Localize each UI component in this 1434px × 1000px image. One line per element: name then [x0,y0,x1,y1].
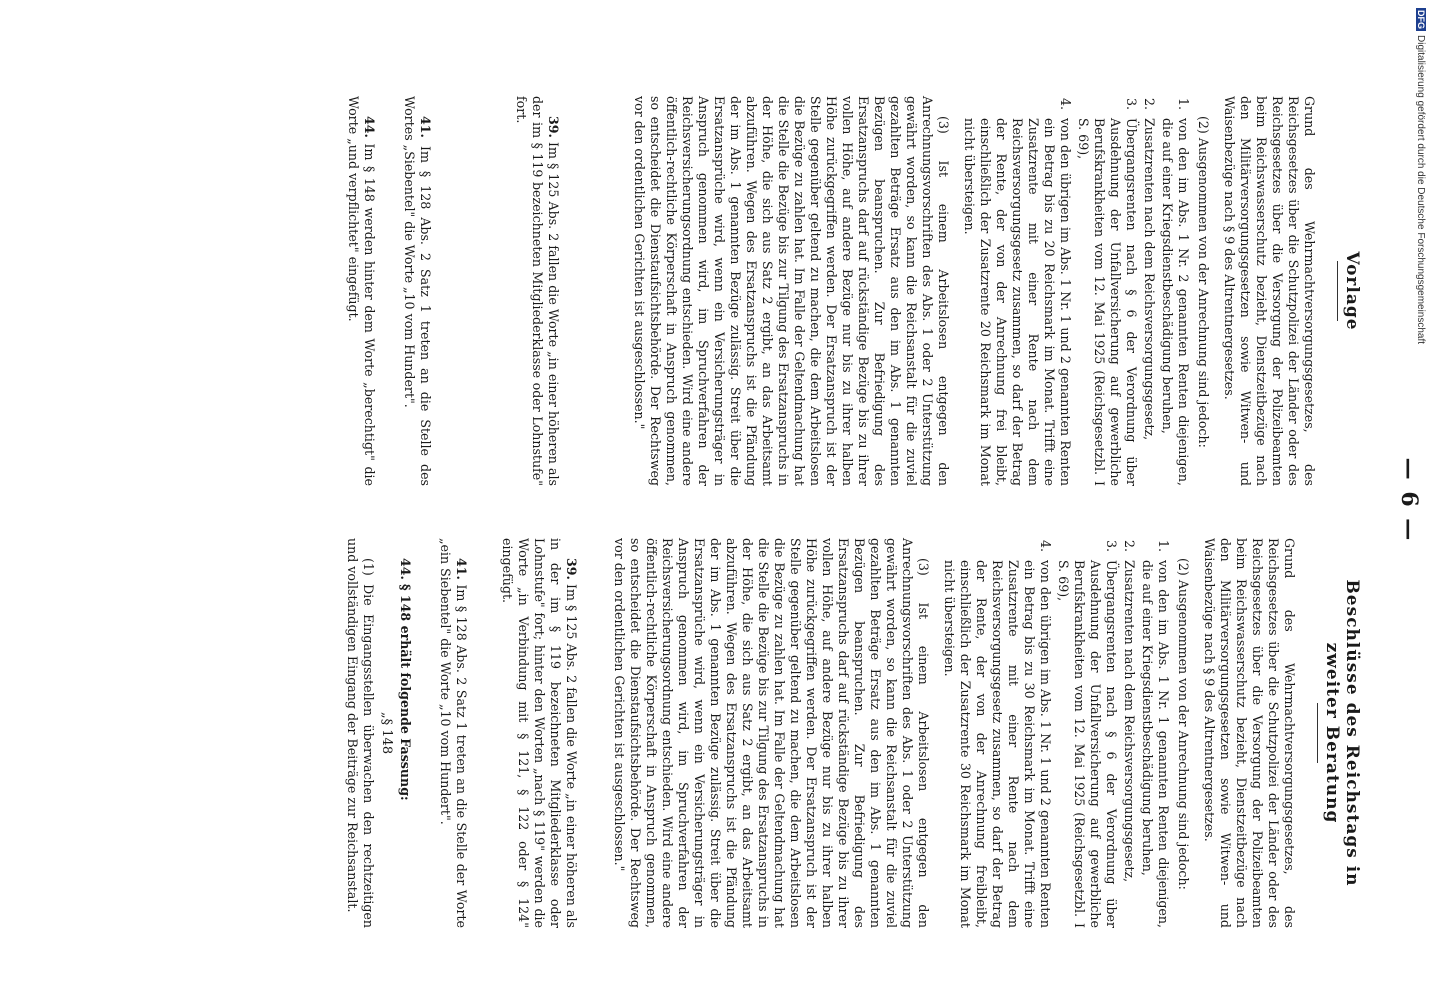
column-title-beschluesse: Beschlüsse des Reichstags in zweiter Beratung [1322,579,1362,887]
list-item: 1. von den im Abs. 1 Nr. 2 genannten Renten diejenigen, die auf einer Kriegsdienstbeschädigung beruhen, [1160,98,1191,486]
section-41: 41. Im § 128 Abs. 2 Satz 1 treten an die Stelle des Wortes „Siebentel" die Worte „10 vom Hundert". [402,96,433,486]
list-item: 3. Übergangsrenten nach § 6 der Verordnung über Ausdehnung der Unfallversicherung auf gewerbliche Berufskrankheiten vom 12. Mai 1925 (Reichsgesetzbl. I S. 69), [1076,98,1139,486]
list-item: 2. Zusatzrenten nach dem Reichsversorgungsgesetz, [1142,98,1157,441]
exemption-intro: (2) Ausgenommen von der Anrechnung sind jedoch: [1176,558,1191,890]
section-39: 39. Im § 125 Abs. 2 fallen die Worte „in einer höheren als in der im § 119 bezeichneten Mitgliederklasse oder Lohnstufe" fort; hinter den Worten „nach § 119" werden die Worte „in Verbindung mit § 121, § 122 oder § 124" eingefügt. [500,538,579,928]
title-rule [1337,261,1338,321]
list-item: 2. Zusatzrenten nach dem Reichsversorgungsgesetz, [1122,540,1137,883]
section-44: 44. Im § 148 werden hinter dem Worte „berechtigt" die Worte „und verpflichtet" eingefügt. [346,96,377,486]
digitization-credit [1415,8,1426,344]
intro-paragraph: Grund des Wehrmachtversorgungsgesetzes, des Reichsgesetzes über die Schutzpolizei der Länder oder des Reichsgesetzes über die Versorgung der Polizeibeamten beim Reichswasserschutz bezieht, Dienstzeitbezüge nach den Militärversorgungsgesetzen sowie Witwen- und Waisenbezüge nach § 9 des Altrentnergesetzes. [1202,538,1297,928]
section-41: 41. Im § 128 Abs. 2 Satz 1 treten an die Stelle der Worte „ein Siebentel" die Worte „10 vom Hundert". [438,538,469,928]
list-item: 1. von den im Abs. 1 Nr. 1 genannten Renten diejenigen, die auf einer Kriegsdienstbeschädigung beruhen, [1140,540,1171,928]
section-39: 39. Im § 125 Abs. 2 fallen die Worte „in einer höheren als der im § 119 bezeichneten Mitgliederklasse oder Lohnstufe" fort. [514,96,561,486]
column-beschluesse [334,538,1362,928]
intro-paragraph: Grund des Wehrmachtversorgungsgesetzes, des Reichsgesetzes über die Schutzpolizei der Länder oder des Reichsgesetzes über die Versorgung der Polizeibeamten beim Reichswasserschutz bezieht, Dienstzeitbezüge nach den Militärversorgungsgesetzen sowie Witwen- und Waisenbezüge nach § 9 des Altrentnergesetzes. [1222,96,1317,486]
column-title-vorlage: Vorlage [1342,251,1362,331]
exemption-intro: (2) Ausgenommen von der Anrechnung sind jedoch: [1196,116,1211,448]
section-148-heading: „§ 148 [379,711,394,755]
digitization-credit-text: Digitalisierung gefördert durch die Deutsche Forschungsgemeinschaft [1415,35,1426,345]
section-44: 44. § 148 erhält folgende Fassung: [398,558,413,801]
list-item: 3. Übergangsrenten nach § 6 der Verordnung über Ausdehnung der Unfallversicherung auf gewerbliche Berufskrankheiten vom 12. Mai 1925 (Reichsgesetzbl. I S. 69), [1056,540,1119,928]
section-148-paragraph: (1) Die Eingangsstellen überwachen den rechtzeitigen und vollständigen Eingang der Beiträge zur Reichsanstalt. [345,538,376,928]
list-item: 4. von den übrigen im Abs. 1 Nr. 1 und 2 genannten Renten ein Betrag bis zu 20 Reichsmark im Monat. Trifft eine Zusatzrente mit einer Rente nach dem Reichsversorgungsgesetz zusammen, so darf der Betrag der Rente, der von der Anrechnung frei bleibt, einschließlich der Zusatzrente 20 Reichsmark im Monat nicht übersteigen. [962,98,1073,486]
paragraph-3: (3) Ist einem Arbeitslosen entgegen den Anrechnungsvorschriften des Abs. 1 oder 2 Unterstützung gewährt worden, so kann die Reichsanstalt für die zuviel gezahlten Beträge Ersatz aus den im Abs. 1 genannten Bezügen beanspruchen. Zur Befriedigung des Ersatzanspruchs darf auf rückständige Bezüge bis zu ihrer vollen Höhe, auf andere Bezüge nur bis zu ihrer halben Höhe zurückgegriffen werden. Der Ersatzanspruch ist der Stelle gegenüber geltend zu machen, die dem Arbeitslosen die Bezüge zu zahlen hat. Im Falle der Geltendmachung hat die Stelle die Bezüge bis zur Tilgung des Ersatzanspruchs in der Höhe, die sich aus Satz 2 ergibt, an das Arbeitsamt abzuführen. Wegen des Ersatzanspruchs ist die Pfändung der im Abs. 1 genannten Bezüge zulässig. Streit über die Ersatzansprüche wird, wenn ein Versicherungsträger in Anspruch genommen wird, im Spruchverfahren der Reichsversicherungsordnung entschieden. Wird eine andere öffentlich-rechtliche Körperschaft in Anspruch genommen, so entscheidet die Dienstaufsichtsbehörde. Der Rechtsweg vor den ordentlichen Gerichten ist ausgeschlossen." [632,96,951,486]
dfg-logo: DFG [1416,10,1426,29]
title-rule [1317,703,1318,763]
column-vorlage [335,96,1362,486]
list-item: 4. von den übrigen im Abs. 1 Nr. 1 und 2 genannten Renten ein Betrag bis zu 30 Reichsmark im Monat. Trifft eine Zusatzrente mit einer Rente nach dem Reichsversorgungsgesetz zusammen, so darf der Betrag der Rente, der von der Anrechnung freibleibt, einschließlich der Zusatzrente 30 Reichsmark im Monat nicht übersteigen. [942,540,1053,928]
page-number: — 6 — [1396,457,1422,543]
paragraph-3: (3) Ist einem Arbeitslosen entgegen den Anrechnungsvorschriften des Abs. 1 oder 2 Unterstützung gewährt worden, so kann die Reichsanstalt für die zuviel gezahlten Beträge Ersatz aus den im Abs. 1 genannten Bezügen beanspruchen. Zur Befriedigung des Ersatzanspruchs darf auf rückständige Bezüge bis zu ihrer vollen Höhe, auf andere Bezüge nur bis zu ihrer halben Höhe zurückgegriffen werden. Der Ersatzanspruch ist der Stelle gegenüber geltend zu machen, die dem Arbeitslosen die Bezüge zu zahlen hat. Im Falle der Geltendmachung hat die Stelle die Bezüge bis zur Tilgung des Ersatzanspruchs in der Höhe, die sich aus Satz 2 ergibt, an das Arbeitsamt abzuführen. Wegen des Ersatzanspruchs ist die Pfändung der im Abs. 1 genannten Bezüge zulässig. Streit über die Ersatzansprüche wird, wenn ein Versicherungsträger in Anspruch genommen wird, im Spruchverfahren der Reichsversicherungsordnung entschieden. Wird eine andere öffentlich-rechtliche Körperschaft in Anspruch genommen, so entscheidet die Dienstaufsichtsbehörde. Der Rechtsweg vor den ordentlichen Gerichten ist ausgeschlossen." [612,538,931,928]
